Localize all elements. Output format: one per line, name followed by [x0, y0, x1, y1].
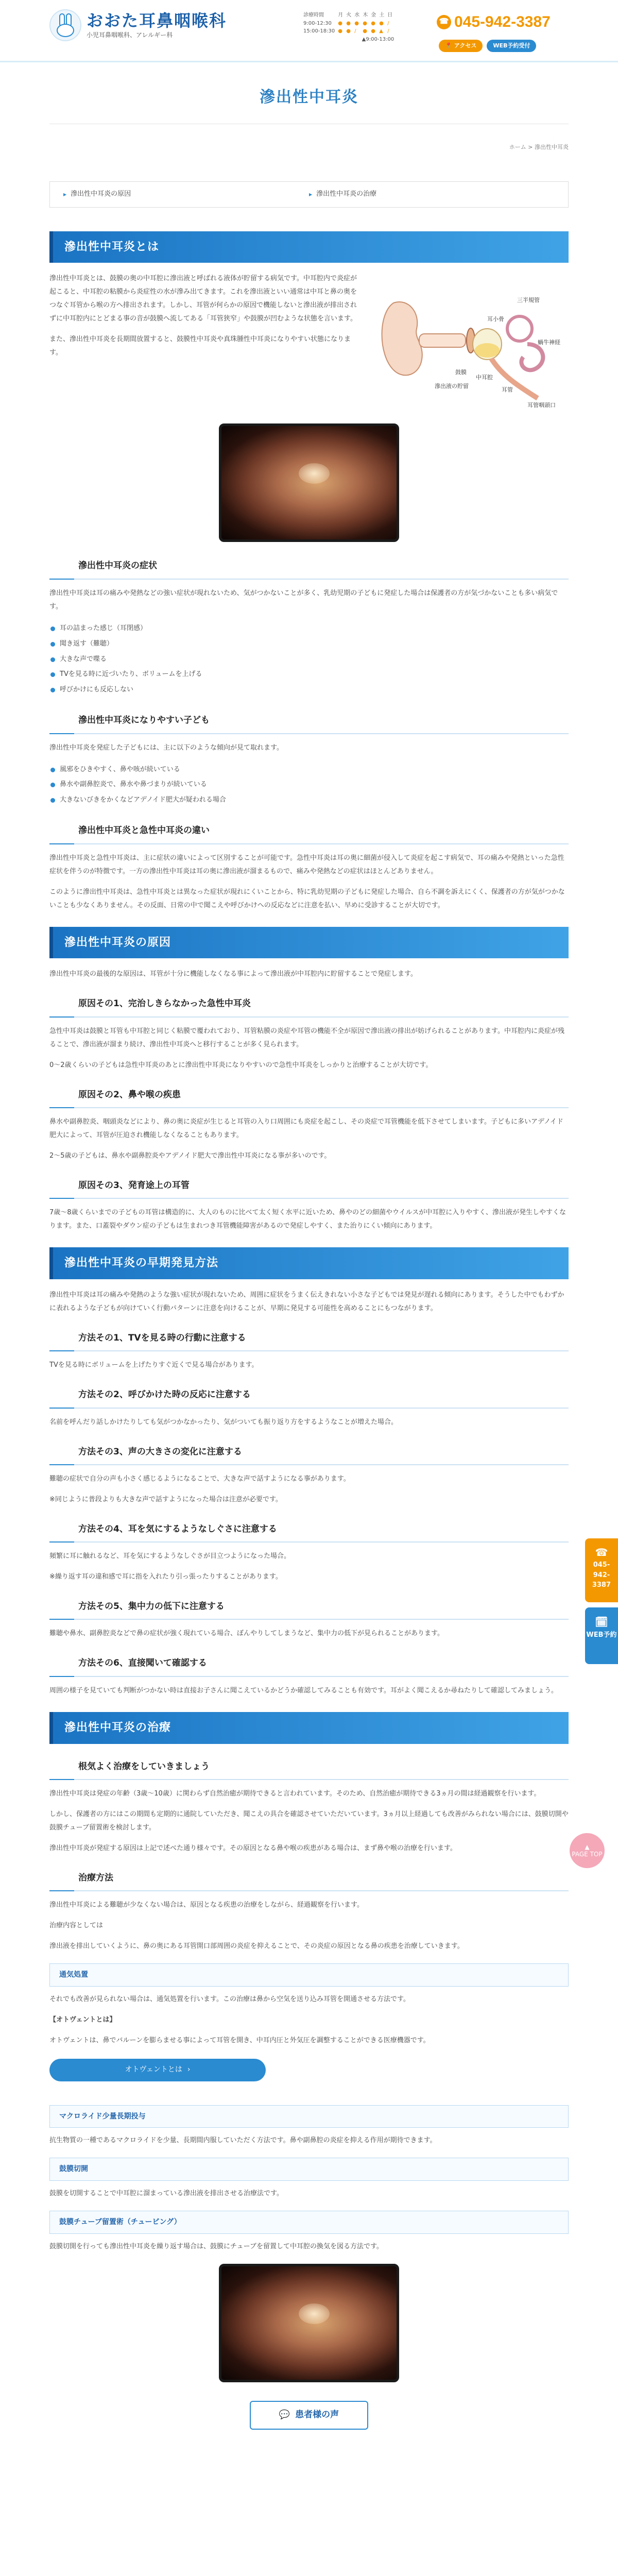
about-paragraph: 滲出性中耳炎とは、鼓膜の奥の中耳腔に滲出液と呼ばれる液体が貯留する病気です。中耳腔内で炎症が起こると、中耳腔の粘膜から炎症性の水が滲み出てきます。これを滲出液といい通常は中耳と鼻の奥をつなぐ耳管から喉の方へ排出されます。しかし、耳管が何らかの原因で機能しないと滲出液が排出されずに中耳腔内にとどまる事の音が鼓膜へ流してある「耳管狭窄」や鼓膜が凹むような状態を言います。: [49, 275, 357, 323]
hours-mark-cell: ●: [371, 28, 375, 34]
otovent-note-title: 【オトヴェントとは】: [49, 2015, 116, 2024]
diagram-label: 蝸牛神経: [538, 339, 560, 346]
method-paragraph: 周囲の様子を見ていても判断がつかない時は直接お子さんに聞こえているかどうか確認してみることも有効です。耳がよく聞こえるか尋ねたりして確認してみましょう。: [49, 1686, 558, 1694]
subheading-method-6: 方法その6、直接聞いて確認する: [49, 1655, 569, 1676]
hours-mark-cell: ●: [346, 20, 351, 26]
subheading-children: 滲出性中耳炎になりやすい子ども: [49, 712, 569, 734]
list-item: 風邪をひきやすく、鼻や咳が続いている: [49, 762, 569, 777]
hours-mark-cell: ●: [338, 20, 342, 26]
treatment-paragraph: 滲出液を排出していくように、鼻の奥にある耳管開口部周囲の炎症を抑えることで、その炎症の原因となる鼻の疾患を治療していきます。: [49, 1942, 464, 1951]
subheading-method-3: 方法その3、声の大きさの変化に注意する: [49, 1444, 569, 1465]
hours-day-header: 月: [338, 12, 344, 18]
treatment-box-tubing: 鼓膜チューブ留置術（チュービング）: [49, 2211, 569, 2234]
treatment-paragraph: オトヴェントは、鼻でバルーンを膨らませる事によって耳管を開き、中耳内圧と外気圧を調整することができる医療機器です。: [49, 2036, 430, 2044]
method-paragraph: ※同じように普段よりも大きな声で話すようになった場合は注意が必要です。: [49, 1495, 282, 1503]
eardrum-photo: [219, 423, 399, 542]
list-item: TVを見る時に近づいたり、ボリュームを上げる: [49, 667, 569, 682]
hours-mark-cell: /: [387, 28, 389, 34]
hours-mark-cell: /: [354, 28, 356, 34]
hours-mark-cell: ●: [379, 20, 384, 26]
early-paragraph: 滲出性中耳炎は耳の痛みや発熱のような強い症状が現れないため、周囲に症状をうまく伝えきれない小さな子どもでは発見が遅れる傾向にあります。そうした中でもわずかに表れるような子どもが向けていく行動パターンに注意を向けることが、早期に発見する可能性を高めることにもつながります。: [49, 1291, 564, 1312]
hours-day-header: 土: [379, 12, 385, 18]
hours-time-cell: 9:00-12:30: [303, 20, 332, 26]
breadcrumb[interactable]: ホーム > 滲出性中耳炎: [509, 144, 569, 150]
web-reservation-button[interactable]: WEB予約受付: [487, 40, 536, 52]
subheading-treatment-2: 治療方法: [49, 1870, 569, 1891]
diagram-label: 三半規管: [517, 297, 540, 304]
children-list: [49, 762, 569, 808]
main-content: [49, 181, 569, 2430]
treatment-paragraph: 滲出性中耳炎は発症の年齢（3歳〜10歳）に関わらず自然治癒が期待できると言われています。そのため、自然治癒が期待できる3ヵ月の間は経過観察を行います。: [49, 1789, 541, 1798]
treatment-paragraph: それでも改善が見られない場合は、通気処置を行います。この治療は鼻から空気を送り込み耳管を開通させる方法です。: [49, 1995, 410, 2003]
list-item: 鼻水や副鼻腔炎で、鼻水や鼻づまりが続いている: [49, 777, 569, 792]
subheading-method-4: 方法その4、耳を気にするようなしぐさに注意する: [49, 1521, 569, 1543]
treatment-paragraph: しかし、保護者の方にはこの期間も定期的に通院していただき、聞こえの具合を確認させていただいています。3ヵ月以上経過しても改善がみられない場合には、鼓膜切開や鼓膜チューブ留置術を検討します。: [49, 1810, 569, 1832]
hours-day-header: 金: [371, 12, 376, 18]
hours-day-header: 水: [354, 12, 360, 18]
hours-mark-cell: /: [387, 20, 389, 26]
ear-anatomy-diagram: [373, 272, 569, 411]
method-paragraph: 難聴や鼻水、副鼻腔炎などで鼻の症状が強く現れている場合、ぼんやりしてしまうなど、集中力の低下が見られることがあります。: [49, 1630, 444, 1638]
toc-link-cause[interactable]: ▶ 滲出性中耳炎の原因: [63, 187, 309, 202]
map-pin-icon: 📍: [445, 42, 452, 49]
hours-mark-cell: ●: [354, 20, 359, 26]
symptoms-paragraph: 滲出性中耳炎は耳の痛みや発熱などの強い症状が現れないため、気がつかないことが多く、乳幼児期の子どもに発症した場合は保護者の方が気づかないことも多い病気です。: [49, 589, 558, 611]
calendar-icon: 🗓: [595, 1616, 608, 1628]
treatment-paragraph: 滲出性中耳炎による難聴が少なくない場合は、原因となる疾患の治療をしながら、経過観察を行います。: [49, 1901, 364, 1909]
section-heading-cause: 滲出性中耳炎の原因: [49, 927, 569, 959]
arrow-up-icon: ▲: [585, 1843, 590, 1851]
hours-day-header: 火: [346, 12, 352, 18]
list-item: 大きないびきをかくなどアデノイド肥大が疑われる場合: [49, 792, 569, 808]
tube-eardrum-photo: [219, 2264, 399, 2382]
hours-mark-cell: ●: [363, 28, 367, 34]
diagram-label: 耳管咽頭口: [527, 402, 556, 409]
treatment-paragraph: 治療内容としては: [49, 1922, 104, 1930]
header-phone-number: 045-942-3387: [454, 13, 551, 30]
hours-note: ▲9:00-13:00: [362, 36, 394, 42]
treatment-paragraph: 抗生物質の一種であるマクロライドを少量、長期間内服していただく方法です。鼻や副鼻腔の炎症を抑える作用が期待できます。: [49, 2137, 437, 2145]
clinic-name: おおた耳鼻咽喉科: [87, 11, 227, 31]
otovent-link-button[interactable]: オトヴェントとは ›: [49, 2059, 266, 2081]
about-paragraph: また、滲出性中耳炎を長期間放置すると、鼓膜性中耳炎や真珠腫性中耳炎になりやすい状態になります。: [49, 335, 351, 357]
page-top-button[interactable]: ▲ PAGE TOP: [570, 1833, 605, 1868]
list-item: 大きな声で喋る: [49, 652, 569, 667]
hours-mark-cell: ●: [371, 20, 375, 26]
acute-paragraph: このように滲出性中耳炎は、急性中耳炎とは異なった症状が現れにくいことから、特に乳幼児期の子どもに発症した場合、自ら不調を訴えにくく、保護者の方が気がつかないことも少なくありません。その反面、日常の中で聞こえや呼びかけへの反応などに注意を払い、早めに受診することが大切です。: [49, 888, 565, 909]
diagram-label: 鼓膜: [455, 369, 467, 376]
diagram-label: 中耳腔: [476, 374, 493, 381]
toc-link-treatment[interactable]: ▶ 滲出性中耳炎の治療: [309, 187, 555, 202]
arrow-right-icon: ›: [187, 2065, 191, 2074]
hours-mark-cell: ▲: [379, 28, 383, 34]
diagram-label: 耳管: [502, 386, 513, 394]
method-paragraph: 名前を呼んだり話しかけたりしても気がつかなかったり、気がついても振り返り方をするようなことが増えた場合。: [49, 1418, 398, 1426]
header-phone-link[interactable]: [437, 7, 551, 37]
cause-paragraph: 0〜2歳くらいの子どもは急性中耳炎のあとに滲出性中耳炎になりやすいので急性中耳炎をしっかりと治療することが大切です。: [49, 1061, 433, 1069]
hours-table: [302, 11, 394, 43]
cause-paragraph: 急性中耳炎は鼓膜と耳管も中耳腔と同じく粘膜で覆われており、耳管粘膜の炎症や耳管の機能不全が原因で滲出液の排出が妨げられることがあります。中耳腔内に炎症が残ることで、滲出液が溜まり続け、滲出性中耳炎へと移行することが多く見られます。: [49, 1027, 564, 1048]
treatment-paragraph: 鼓膜切開を行っても滲出性中耳炎を繰り返す場合は、鼓膜にチューブを留置して中耳腔の換気を図る方法です。: [49, 2242, 383, 2250]
side-web-reservation-button[interactable]: 🗓 WEB予約: [585, 1607, 618, 1664]
hours-mark-cell: ●: [346, 28, 351, 34]
treatment-box-ventilation: 通気処置: [49, 1963, 569, 1987]
header-divider: [0, 61, 618, 62]
list-item: 耳の詰まった感じ（耳閉感）: [49, 621, 569, 636]
treatment-box-macrolide: マクロライド少量長期投与: [49, 2105, 569, 2128]
method-paragraph: 難聴の症状で自分の声も小さく感じるようになることで、大きな声で話すようになる事があります。: [49, 1475, 350, 1483]
list-item: 呼びかけにも反応しない: [49, 682, 569, 698]
section-heading-early: 滲出性中耳炎の早期発見方法: [49, 1247, 569, 1279]
hours-day-header: 診療時間: [303, 12, 324, 18]
method-paragraph: ※繰り返す耳の違和感で耳に指を入れたり引っ張ったりすることがあります。: [49, 1573, 282, 1581]
site-header: [0, 0, 618, 61]
list-item: 聞き返す（難聴）: [49, 636, 569, 652]
cause-paragraph: 2〜5歳の子どもは、鼻水や副鼻腔炎やアデノイド肥大で滲出性中耳炎になる事が多いのです。: [49, 1151, 331, 1160]
children-paragraph: 滲出性中耳炎を発症した子どもには、主に以下のような傾向が見て取れます。: [49, 743, 283, 752]
subheading-symptoms: 滲出性中耳炎の症状: [49, 557, 569, 579]
hours-day-header: 日: [387, 12, 393, 18]
subheading-acute: 滲出性中耳炎と急性中耳炎の違い: [49, 822, 569, 844]
hours-mark-cell: ●: [338, 28, 342, 34]
treatment-paragraph: 鼓膜を切開することで中耳腔に溜まっている滲出液を排出させる治療法です。: [49, 2189, 283, 2197]
subheading-cause-3: 原因その3、発育途上の耳管: [49, 1177, 569, 1199]
subheading-method-5: 方法その5、集中力の低下に注意する: [49, 1598, 569, 1620]
speech-bubble-icon: 💬: [279, 2410, 290, 2420]
site-logo[interactable]: [49, 9, 227, 41]
page-title: 滲出性中耳炎: [260, 88, 358, 106]
subheading-method-1: 方法その1、TVを見る時の行動に注意する: [49, 1330, 569, 1351]
diagram-label: 耳小骨: [487, 316, 504, 323]
subheading-cause-2: 原因その2、鼻や喉の疾患: [49, 1087, 569, 1108]
cause-paragraph: 鼻水や副鼻腔炎、咽頭炎などにより、鼻の奥に炎症が生じると耳管の入り口周囲にも炎症を起こし、その炎症で耳管機能を低下させてしまいます。子どもに多いアデノイド肥大によって、耳管が圧迫され機能しなくなることもあります。: [49, 1117, 563, 1139]
section-heading-treatment: 滲出性中耳炎の治療: [49, 1712, 569, 1744]
patient-voice-button[interactable]: 💬 患者様の声: [250, 2401, 368, 2430]
subheading-method-2: 方法その2、呼びかけた時の反応に注意する: [49, 1386, 569, 1408]
subheading-cause-1: 原因その1、完治しきらなかった急性中耳炎: [49, 995, 569, 1017]
acute-paragraph: 滲出性中耳炎と急性中耳炎は、主に症状の違いによって区別することが可能です。急性中耳炎は耳の奥に細菌が侵入して炎症を起こす病気で、耳の痛みや発熱といった急性症状を伴うのが特徴です。一方の滲出性中耳炎は耳の奥に滲出液が溜まるもので、痛みや発熱などの症状はほとんどありません。: [49, 854, 564, 875]
rabbit-logo-icon: [49, 9, 81, 41]
access-button[interactable]: 📍 アクセス: [439, 40, 483, 52]
table-of-contents: [49, 181, 569, 208]
treatment-paragraph: 滲出性中耳炎が発症する原因は上記で述べた通り様々です。その原因となる鼻や喉の疾患がある場合は、まず鼻や喉の治療を行います。: [49, 1844, 457, 1852]
symptoms-list: [49, 621, 569, 698]
hours-mark-cell: ●: [363, 20, 367, 26]
header-contact: [437, 7, 551, 52]
diagram-label: 滲出液の貯留: [435, 383, 469, 390]
phone-icon: ☎: [595, 1546, 608, 1558]
method-paragraph: TVを見る時にボリュームを上げたりすぐ近くで見る場合があります。: [49, 1361, 259, 1369]
clinic-subtitle: 小児耳鼻咽喉科、アレルギー科: [87, 31, 173, 39]
phone-icon: ☎: [437, 15, 451, 29]
hours-day-header: 木: [363, 12, 368, 18]
treatment-box-myringotomy: 鼓膜切開: [49, 2158, 569, 2181]
method-paragraph: 頻繁に耳に触れるなど、耳を気にするようなしぐさが目立つようになった場合。: [49, 1552, 291, 1561]
hours-time-cell: 15:00-18:30: [303, 28, 335, 34]
side-phone-button[interactable]: ☎ 045-942-3387: [585, 1538, 618, 1602]
cause-paragraph: 7歳〜8歳くらいまでの子どもの耳管は構造的に、大人のものに比べて太く短く水平に近いため、鼻やのどの細菌やウイルスが中耳腔に入りやすく、滲出液が発生しやすくなります。また、口蓋裂やダウン症の子どもは生まれつき耳管機能障害があるので発症しやすく、また治りにくい傾向にあります。: [49, 1209, 566, 1230]
subheading-treatment-1: 根気よく治療をしていきましょう: [49, 1758, 569, 1780]
cause-paragraph: 滲出性中耳炎の最後的な原因は、耳管が十分に機能しなくなる事によって滲出液が中耳腔内に貯留することで発症します。: [49, 970, 417, 978]
section-heading-about: 滲出性中耳炎とは: [49, 231, 569, 263]
